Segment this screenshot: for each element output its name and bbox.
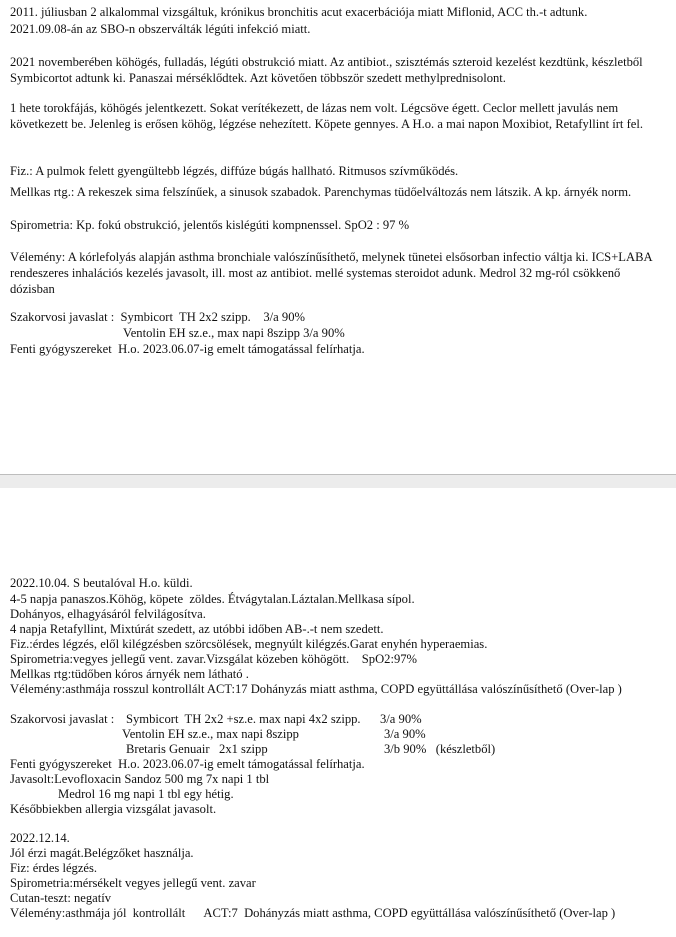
current-complaints: 1 hete torokfájás, köhögés jelentkezett. Sokat verítékezett, de lázas nem volt. Légcsöve égett. Ceclor mellett javulás nem következett be. Jelenleg is erősen köhög, légzése nehezített. Köpete gennyes. A H.o. a mai napon Moxibiot, Retafyllint írt fel.	[10, 101, 644, 131]
recommendation-bretaris: Bretaris Genuair 2x1 szipp	[126, 742, 268, 756]
document-page-2	[0, 488, 676, 937]
smoking-note: Dohányos, elhagyásáról felvilágosítva.	[10, 607, 206, 621]
specialist-recommendation: Szakorvosi javaslat : Symbicort TH 2x2 szipp. 3/a 90%	[10, 310, 305, 324]
spirometry: Spirometria:vegyes jellegű vent. zavar.Vizsgálat közeben köhögött. SpO2:97%	[10, 652, 418, 666]
specialist-recommendation-ventolin: Ventolin EH sz.e., max napi 8szipp 3/a 90%	[123, 326, 345, 340]
spirometry: Spirometria: Kp. fokú obstrukció, jelentős kislégúti kompnenssel. SpO2 : 97 %	[10, 218, 410, 232]
complaints: 4-5 napja panaszos.Köhög, köpete zöldes. Étvágytalan.Láztalan.Mellkasa sípol.	[10, 592, 415, 606]
recommendation-ventolin-code: 3/a 90%	[384, 727, 426, 741]
recommendation-ventolin: Ventolin EH sz.e., max napi 8szipp	[122, 727, 299, 741]
recommendation-bretaris-code: 3/b 90% (készletből)	[384, 742, 496, 756]
opinion: Vélemény: A kórlefolyás alapján asthma bronchiale valószínűsíthető, melynek tünetei elsősorban infectio váltja ki. ICS+LABA rendeszeres inhalációs kezelés javasolt, ill. most az antibiot. mellé systemas steroidot adunk. Medrol 32 mg-ról csökkenő dózisban	[10, 250, 652, 296]
recommendation-symbicort: Symbicort TH 2x2 +sz.e. max napi 4x2 szipp.	[126, 712, 361, 726]
recommended-medrol: Medrol 16 mg napi 1 tbl egy hétig.	[58, 787, 234, 801]
history-2021-sbo: 2021.09.08-án az SBO-n obszerválták légúti infekció miatt.	[10, 22, 311, 36]
followup-status: Jól érzi magát.Belégzőket használja.	[10, 846, 194, 860]
followup-spirometry: Spirometria:mérsékelt vegyes jellegű vent. zavar	[10, 876, 256, 890]
allergy-test-note: Későbbiekben allergia vizsgálat javasolt.	[10, 802, 217, 816]
specialist-recommendation-label: Szakorvosi javaslat :	[10, 712, 118, 726]
history-2011: 2011. júliusban 2 alkalommal vizsgáltuk, krónikus bronchitis acut exacerbációja miatt Miflonid, ACC th.-t adtunk.	[10, 5, 588, 19]
medication-history: 4 napja Retafyllint, Mixtúrát szedett, az utóbbi időben AB-.-t nem szedett.	[10, 622, 384, 636]
recommended-antibiotic: Javasolt:Levofloxacin Sandoz 500 mg 7x napi 1 tbl	[10, 772, 270, 786]
prescription-note: Fenti gyógyszereket H.o. 2023.06.07-ig emelt támogatással felírhatja.	[10, 757, 365, 771]
followup-date: 2022.12.14.	[10, 831, 70, 845]
chest-xray: Mellkas rtg.: A rekeszek sima felszínűek, a sinusok szabadok. Parenchymas tüdőelváltozás nem látszik. A kp. árnyék norm.	[10, 185, 632, 199]
chest-xray: Mellkas rtg:tüdőben kóros árnyék nem látható .	[10, 667, 249, 681]
physical-exam: Fiz.:érdes légzés, elől kilégzésben szörcsölések, megnyúlt kilégzés.Garat enyhén hyperaemias.	[10, 637, 488, 651]
opinion: Vélemény:asthmája rosszul kontrollált ACT:17 Dohányzás miatt asthma, COPD együttállása valószínűsíthető (Over-lap )	[10, 682, 622, 696]
followup-physical-exam: Fiz: érdes légzés.	[10, 861, 98, 875]
physical-exam: Fiz.: A pulmok felett gyengültebb légzés, diffúze búgás hallható. Ritmusos szívműködés.	[10, 164, 459, 178]
prescription-note: Fenti gyógyszereket H.o. 2023.06.07-ig emelt támogatással felírhatja.	[10, 342, 365, 356]
followup-cutan-test: Cutan-teszt: negatív	[10, 891, 112, 905]
recommendation-symbicort-code: 3/a 90%	[380, 712, 422, 726]
visit-date-referral: 2022.10.04. S beutalóval H.o. küldi.	[10, 576, 193, 590]
followup-opinion: Vélemény:asthmája jól kontrollált ACT:7 Dohányzás miatt asthma, COPD együttállása valószínűsíthető (Over-lap )	[10, 906, 616, 920]
history-2021-november: 2021 novemberében köhögés, fulladás, légúti obstrukció miatt. Az antibiot., szisztémás szteroid kezelést kezdtünk, készletből Symbicortot adtunk ki. Panaszai mérséklődtek. Azt követően többször szedett methylprednisolont.	[10, 55, 643, 85]
